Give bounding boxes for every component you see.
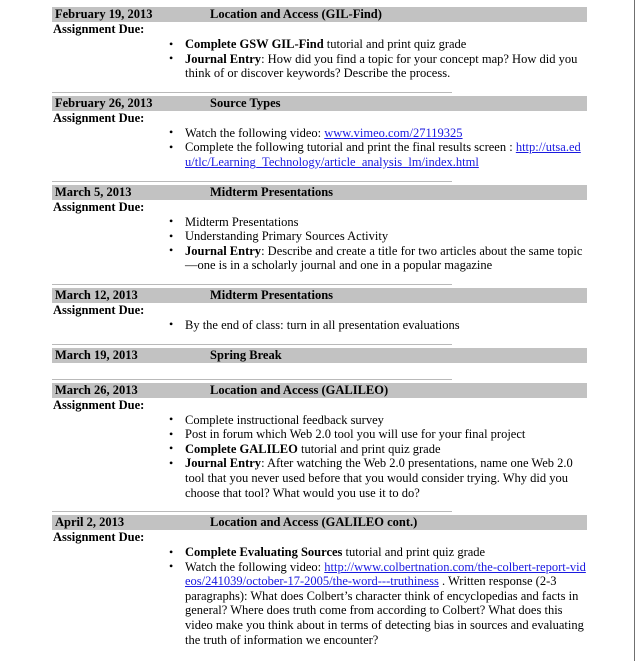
schedule-section bbox=[52, 344, 587, 379]
assignment-item bbox=[52, 37, 587, 52]
section-divider bbox=[52, 379, 452, 380]
section-header-band bbox=[52, 185, 587, 200]
assignment-item-text: tutorial and print quiz grade bbox=[342, 545, 486, 560]
assignment-item-link[interactable]: www.vimeo.com/27119325 bbox=[324, 125, 463, 140]
section-header-band bbox=[52, 383, 587, 398]
section-spacer bbox=[52, 647, 587, 658]
section-date: March 5, 2013 bbox=[55, 184, 132, 199]
section-date: February 19, 2013 bbox=[55, 7, 153, 21]
section-divider bbox=[52, 344, 452, 345]
section-header-band bbox=[52, 515, 587, 530]
assignment-due-label: Assignment Due: bbox=[53, 397, 145, 412]
schedule-section bbox=[52, 92, 587, 181]
section-spacer bbox=[52, 500, 587, 511]
assignment-item bbox=[52, 318, 587, 333]
section-date: March 12, 2013 bbox=[55, 287, 138, 302]
assignment-item-link[interactable]: http://www.colbertnation.com/the-colbert-report-videos/241039/october-17-2005/the-word---truthiness bbox=[185, 559, 586, 589]
assignment-item bbox=[52, 545, 587, 560]
section-header-band bbox=[52, 288, 587, 303]
section-divider bbox=[52, 511, 452, 512]
assignment-list bbox=[52, 37, 587, 81]
section-divider bbox=[52, 92, 452, 93]
assignment-list bbox=[52, 215, 587, 273]
schedule-section bbox=[52, 511, 587, 658]
assignment-item-text: : How did you find a topic for your concept map? How did you think of or discover keywords? Describe the process. bbox=[185, 51, 578, 81]
assignment-due-label: Assignment Due: bbox=[53, 199, 145, 214]
assignment-item-lead: Complete GALILEO bbox=[185, 441, 298, 456]
assignment-item bbox=[52, 442, 587, 457]
section-divider bbox=[52, 284, 452, 285]
assignment-item-lead: Complete Evaluating Sources bbox=[185, 545, 343, 560]
assignment-item bbox=[52, 229, 587, 244]
assignment-due-label: Assignment Due: bbox=[53, 22, 145, 36]
assignment-item-text: Complete the following tutorial and print the final results screen : bbox=[185, 140, 516, 155]
assignment-item bbox=[52, 427, 587, 442]
assignment-due-label: Assignment Due: bbox=[53, 110, 145, 125]
assignment-item-text: Midterm Presentations bbox=[185, 214, 299, 229]
section-topic: Midterm Presentations bbox=[210, 287, 334, 302]
section-topic: Location and Access (GALILEO) bbox=[210, 382, 389, 397]
assignment-item-text: Post in forum which Web 2.0 tool you will use for your final project bbox=[185, 427, 526, 442]
assignment-item-lead: Journal Entry bbox=[185, 51, 262, 66]
section-topic: Midterm Presentations bbox=[210, 184, 334, 199]
assignment-list bbox=[52, 413, 587, 501]
section-spacer bbox=[52, 333, 587, 344]
section-date: March 26, 2013 bbox=[55, 382, 138, 397]
assignment-item-text: Watch the following video: bbox=[185, 125, 325, 140]
assignment-item-text: : Describe and create a title for two articles about the same topic—one is in a scholarly journal and one in a popular magazine bbox=[185, 243, 583, 273]
assignment-list bbox=[52, 318, 587, 333]
assignment-item bbox=[52, 413, 587, 428]
section-divider bbox=[52, 181, 452, 182]
assignment-item-lead: Journal Entry bbox=[185, 456, 262, 471]
assignment-item bbox=[52, 456, 587, 500]
section-topic: Source Types bbox=[210, 95, 281, 110]
section-spacer bbox=[52, 363, 587, 379]
assignment-item-lead: Complete GSW GIL-Find bbox=[185, 37, 324, 51]
section-topic: Location and Access (GALILEO cont.) bbox=[210, 515, 418, 530]
section-header-band bbox=[52, 96, 587, 111]
page-edge-rule bbox=[634, 0, 635, 661]
assignment-item bbox=[52, 215, 587, 230]
assignment-item-text: tutorial and print quiz grade bbox=[297, 441, 441, 456]
section-date: April 2, 2013 bbox=[55, 515, 125, 530]
section-header-band bbox=[52, 7, 587, 22]
section-date: March 19, 2013 bbox=[55, 347, 138, 362]
assignment-item-text: Understanding Primary Sources Activity bbox=[185, 229, 389, 244]
assignment-due-label: Assignment Due: bbox=[53, 530, 145, 545]
section-date: February 26, 2013 bbox=[55, 95, 153, 110]
schedule-section bbox=[52, 284, 587, 344]
assignment-item bbox=[52, 140, 587, 169]
assignment-list bbox=[52, 545, 587, 647]
schedule-section bbox=[52, 7, 587, 92]
section-topic: Location and Access (GIL-Find) bbox=[210, 7, 382, 21]
assignment-due-label: Assignment Due: bbox=[53, 302, 145, 317]
assignment-item-text: By the end of class: turn in all presentation evaluations bbox=[185, 317, 460, 332]
course-schedule-table bbox=[52, 7, 587, 658]
assignment-item-text: Watch the following video: bbox=[185, 559, 325, 574]
assignment-item-text: tutorial and print quiz grade bbox=[323, 37, 467, 51]
schedule-section bbox=[52, 379, 587, 512]
assignment-item-tail-text: . Written response (2-3 paragraphs): What does Colbert’s character think of encyclopedias and facts in general? Where does truth come from according to Colbert? What does this video make you think about in terms of detecting bias in sources and evaluating the truth of information we encounter? bbox=[185, 574, 584, 647]
section-spacer bbox=[52, 81, 587, 92]
assignment-item-lead: Journal Entry bbox=[185, 243, 262, 258]
assignment-item-text: Complete instructional feedback survey bbox=[185, 412, 384, 427]
section-spacer bbox=[52, 170, 587, 181]
assignment-item-link[interactable]: http://utsa.edu/tlc/Learning_Technology/article_analysis_lm/index.html bbox=[185, 140, 581, 169]
section-spacer bbox=[52, 273, 587, 284]
assignment-item bbox=[52, 126, 587, 141]
schedule-section bbox=[52, 181, 587, 284]
assignment-item bbox=[52, 52, 587, 81]
assignment-item-text: : After watching the Web 2.0 presentations, name one Web 2.0 tool that you never used before that you would consider trying. Why did you choose that tool? What would you use it to do? bbox=[185, 456, 573, 500]
assignment-item bbox=[52, 244, 587, 273]
section-topic: Spring Break bbox=[210, 347, 282, 362]
section-header-band bbox=[52, 348, 587, 363]
assignment-item bbox=[52, 560, 587, 648]
assignment-list bbox=[52, 126, 587, 170]
